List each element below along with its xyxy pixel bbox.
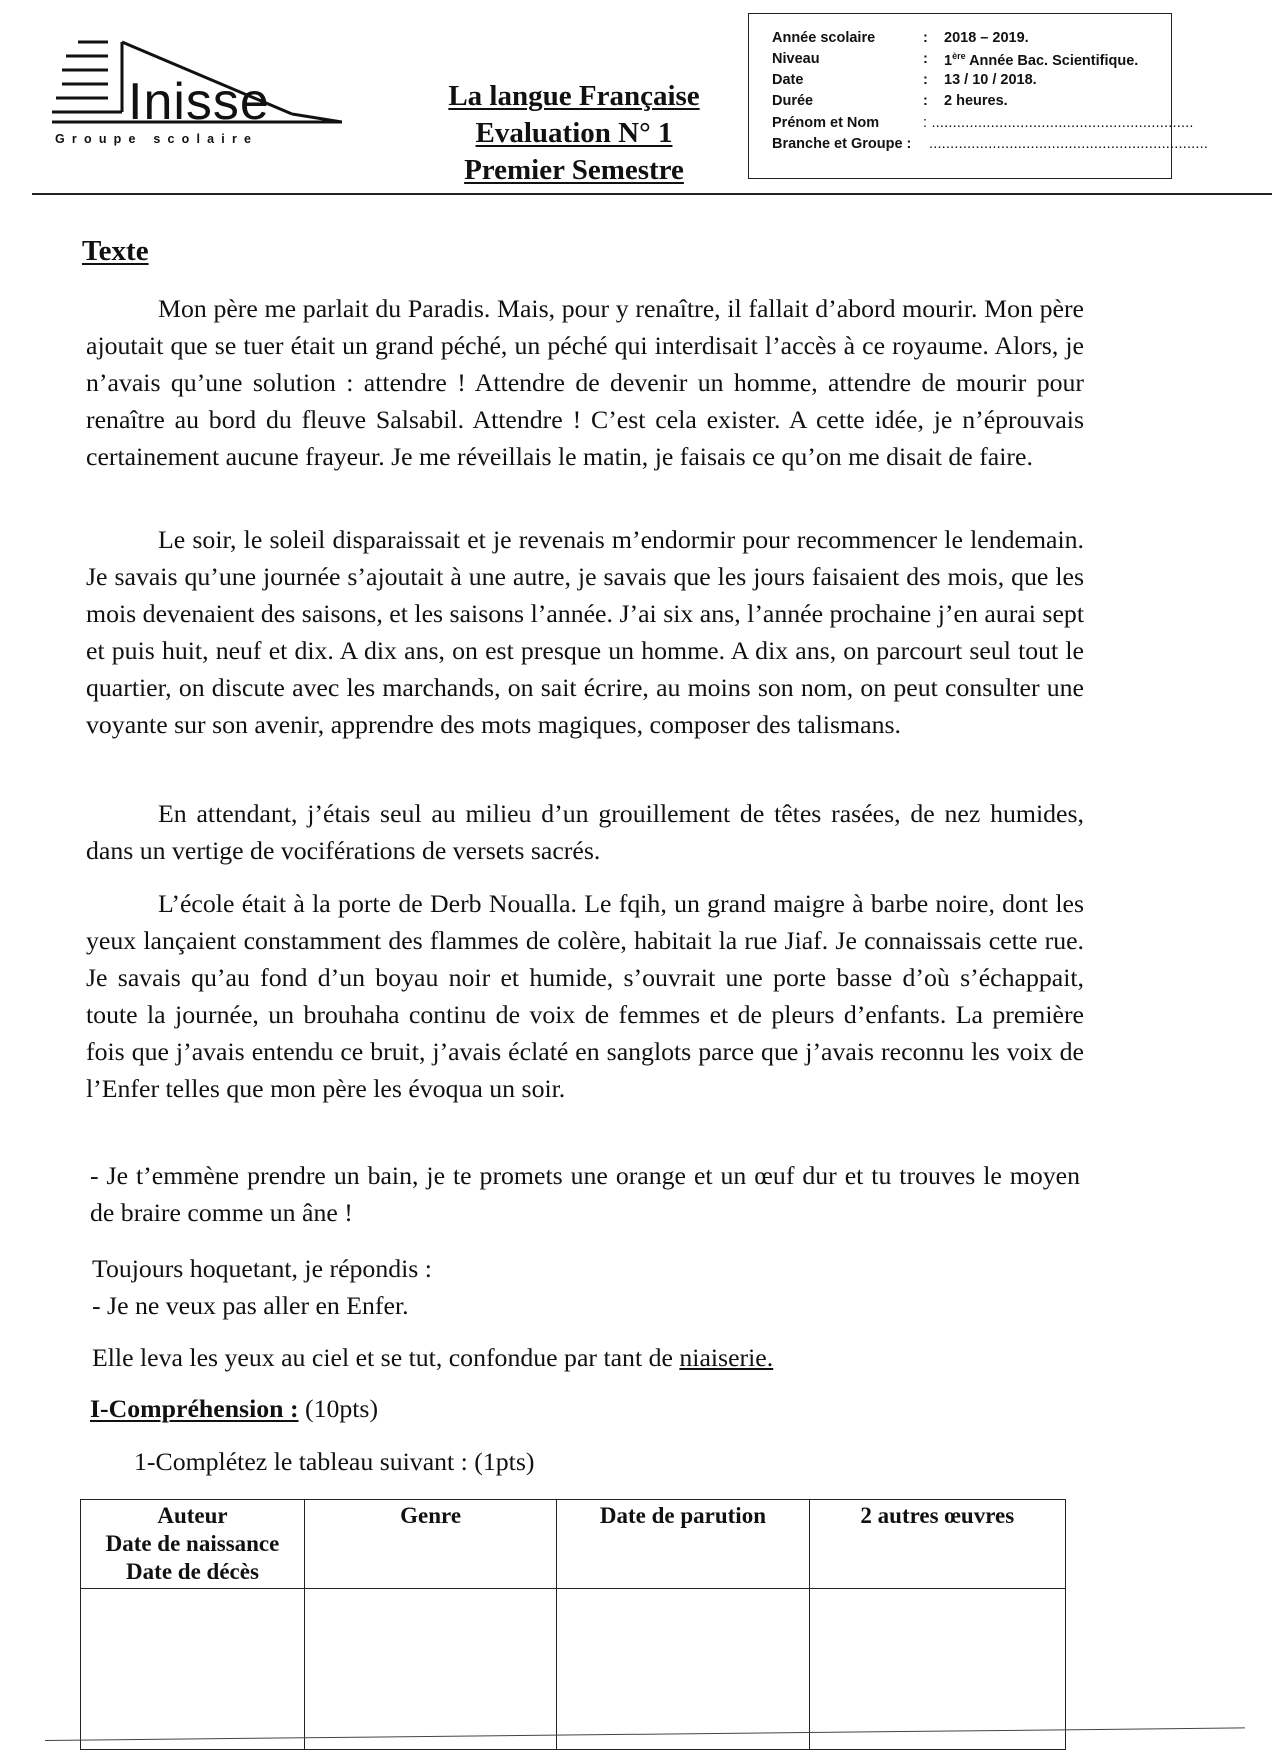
duree-label: Durée xyxy=(772,93,814,109)
header-auteur-line: Date de naissance xyxy=(105,1531,280,1556)
colon: : xyxy=(923,30,928,46)
paragraph-4: L’école était à la porte de Derb Noualla. Le fqih, un grand maigre à barbe noire, dont les yeux lançaient constamment des flammes de colère, habitait la rue Jiaf. Je connaissais cette rue. Je savais qu’au fond d’un boyau noir et humide, s’ouvrait une porte basse d’où s’échappait, toute la journée, un brouhaha continu de voix de femmes et de pleurs d’enfants. La première fois que j’avais entendu ce bruit, j’avais éclaté en sanglots parce que j’avais reconnu les voix de l’Enfer telles que mon père les évoqua un soir. xyxy=(86,889,1084,1103)
paragraph-5: - Je t’emmène prendre un bain, je te promets une orange et un œuf dur et tu trouves le moyen de braire comme un âne ! xyxy=(90,1161,1080,1227)
title-subject: La langue Française xyxy=(448,80,700,112)
niveau-label: Niveau xyxy=(772,51,820,67)
paragraph-3: En attendant, j’étais seul au milieu d’un grouillement de têtes rasées, de nez humides, dans un vertige de vociférations de versets sacrés. xyxy=(86,799,1084,865)
duree-value: 2 heures. xyxy=(944,93,1008,109)
date-value: 13 / 10 / 2018. xyxy=(944,72,1037,88)
title-evaluation: Evaluation N° 1 xyxy=(475,117,673,149)
header-genre: Genre xyxy=(304,1500,556,1589)
prenom-label: Prénom et Nom xyxy=(772,115,880,131)
title-semester: Premier Semestre xyxy=(464,154,684,186)
niveau-sup: ère xyxy=(952,51,966,61)
line-6: Toujours hoquetant, je répondis : xyxy=(92,1254,432,1283)
line-8-text: Elle leva les yeux au ciel et se tut, confondue par tant de xyxy=(92,1343,680,1372)
header-divider xyxy=(32,193,1272,195)
section-heading-texte: Texte xyxy=(82,235,149,267)
branche-field[interactable]: .................................................................. xyxy=(929,136,1209,152)
table-cell-oeuvres[interactable] xyxy=(809,1589,1065,1750)
header-date-parution: Date de parution xyxy=(557,1500,809,1589)
question-1: 1-Complétez le tableau suivant : (1pts) xyxy=(134,1447,535,1476)
logo-subtitle: Groupe scolaire xyxy=(55,132,259,146)
date-label: Date xyxy=(772,72,804,88)
comprehension-heading xyxy=(90,1394,378,1424)
author-table xyxy=(80,1499,1066,1750)
header-titles xyxy=(398,78,750,189)
header-auteur-line: Auteur xyxy=(157,1503,228,1528)
comprehension-title: I-Compréhension : xyxy=(90,1394,299,1423)
colon: : xyxy=(923,51,928,67)
annee-label: Année scolaire xyxy=(772,30,876,46)
prenom-field[interactable]: : .............................................................. xyxy=(923,115,1194,131)
niveau-num: 1 xyxy=(944,52,953,69)
table-cell-auteur[interactable] xyxy=(81,1589,305,1750)
header-auteur-line: Date de décès xyxy=(126,1559,259,1584)
annee-value: 2018 – 2019. xyxy=(944,30,1029,46)
colon: : xyxy=(923,72,928,88)
table-row xyxy=(81,1589,1066,1750)
paragraph-1: Mon père me parlait du Paradis. Mais, pour y renaître, il fallait d’abord mourir. Mon père ajoutait que se tuer était un grand péché, un péché qui interdisait l’accès à ce royaume. Alors, je n’avais qu’une solution : attendre ! Attendre de devenir un homme, attendre de mourir pour renaître au bord du fleuve Salsabil. Attendre ! C’est cela exister. A cette idée, je n’éprouvais certainement aucune frayeur. Je me réveillais le matin, je faisais ce qu’on me disait de faire. xyxy=(86,294,1084,471)
logo-name: Inisse xyxy=(128,73,270,131)
header-autres-oeuvres: 2 autres œuvres xyxy=(809,1500,1065,1589)
line-8 xyxy=(92,1339,773,1376)
branche-label: Branche et Groupe : xyxy=(772,136,912,152)
table-cell-date[interactable] xyxy=(557,1589,809,1750)
niveau-rest: Année Bac. Scientifique. xyxy=(965,52,1139,69)
info-box xyxy=(748,13,1209,179)
paragraph-2: Le soir, le soleil disparaissait et je revenais m’endormir pour recommencer le lendemain. Je savais qu’une journée s’ajoutait à une autre, je savais que les jours faisaient des mois, que les mois devenaient des saisons, et les saisons l’année. J’ai six ans, l’année prochaine j’en aurai sept et puis huit, neuf et dix. A dix ans, on est presque un homme. A dix ans, on parcourt seul tout le quartier, on discute avec les marchands, on sait écrire, au moins son nom, on peut consulter une voyante sur son avenir, apprendre des mots magiques, composer des talismans. xyxy=(86,525,1084,739)
underlined-word: niaiserie. xyxy=(679,1343,774,1372)
table-cell-genre[interactable] xyxy=(304,1589,556,1750)
niveau-value xyxy=(944,51,1138,69)
line-7: - Je ne veux pas aller en Enfer. xyxy=(92,1291,409,1320)
header-auteur xyxy=(81,1500,305,1589)
comprehension-points: (10pts) xyxy=(298,1394,379,1423)
colon: : xyxy=(923,93,928,109)
table-header-row xyxy=(81,1500,1066,1589)
